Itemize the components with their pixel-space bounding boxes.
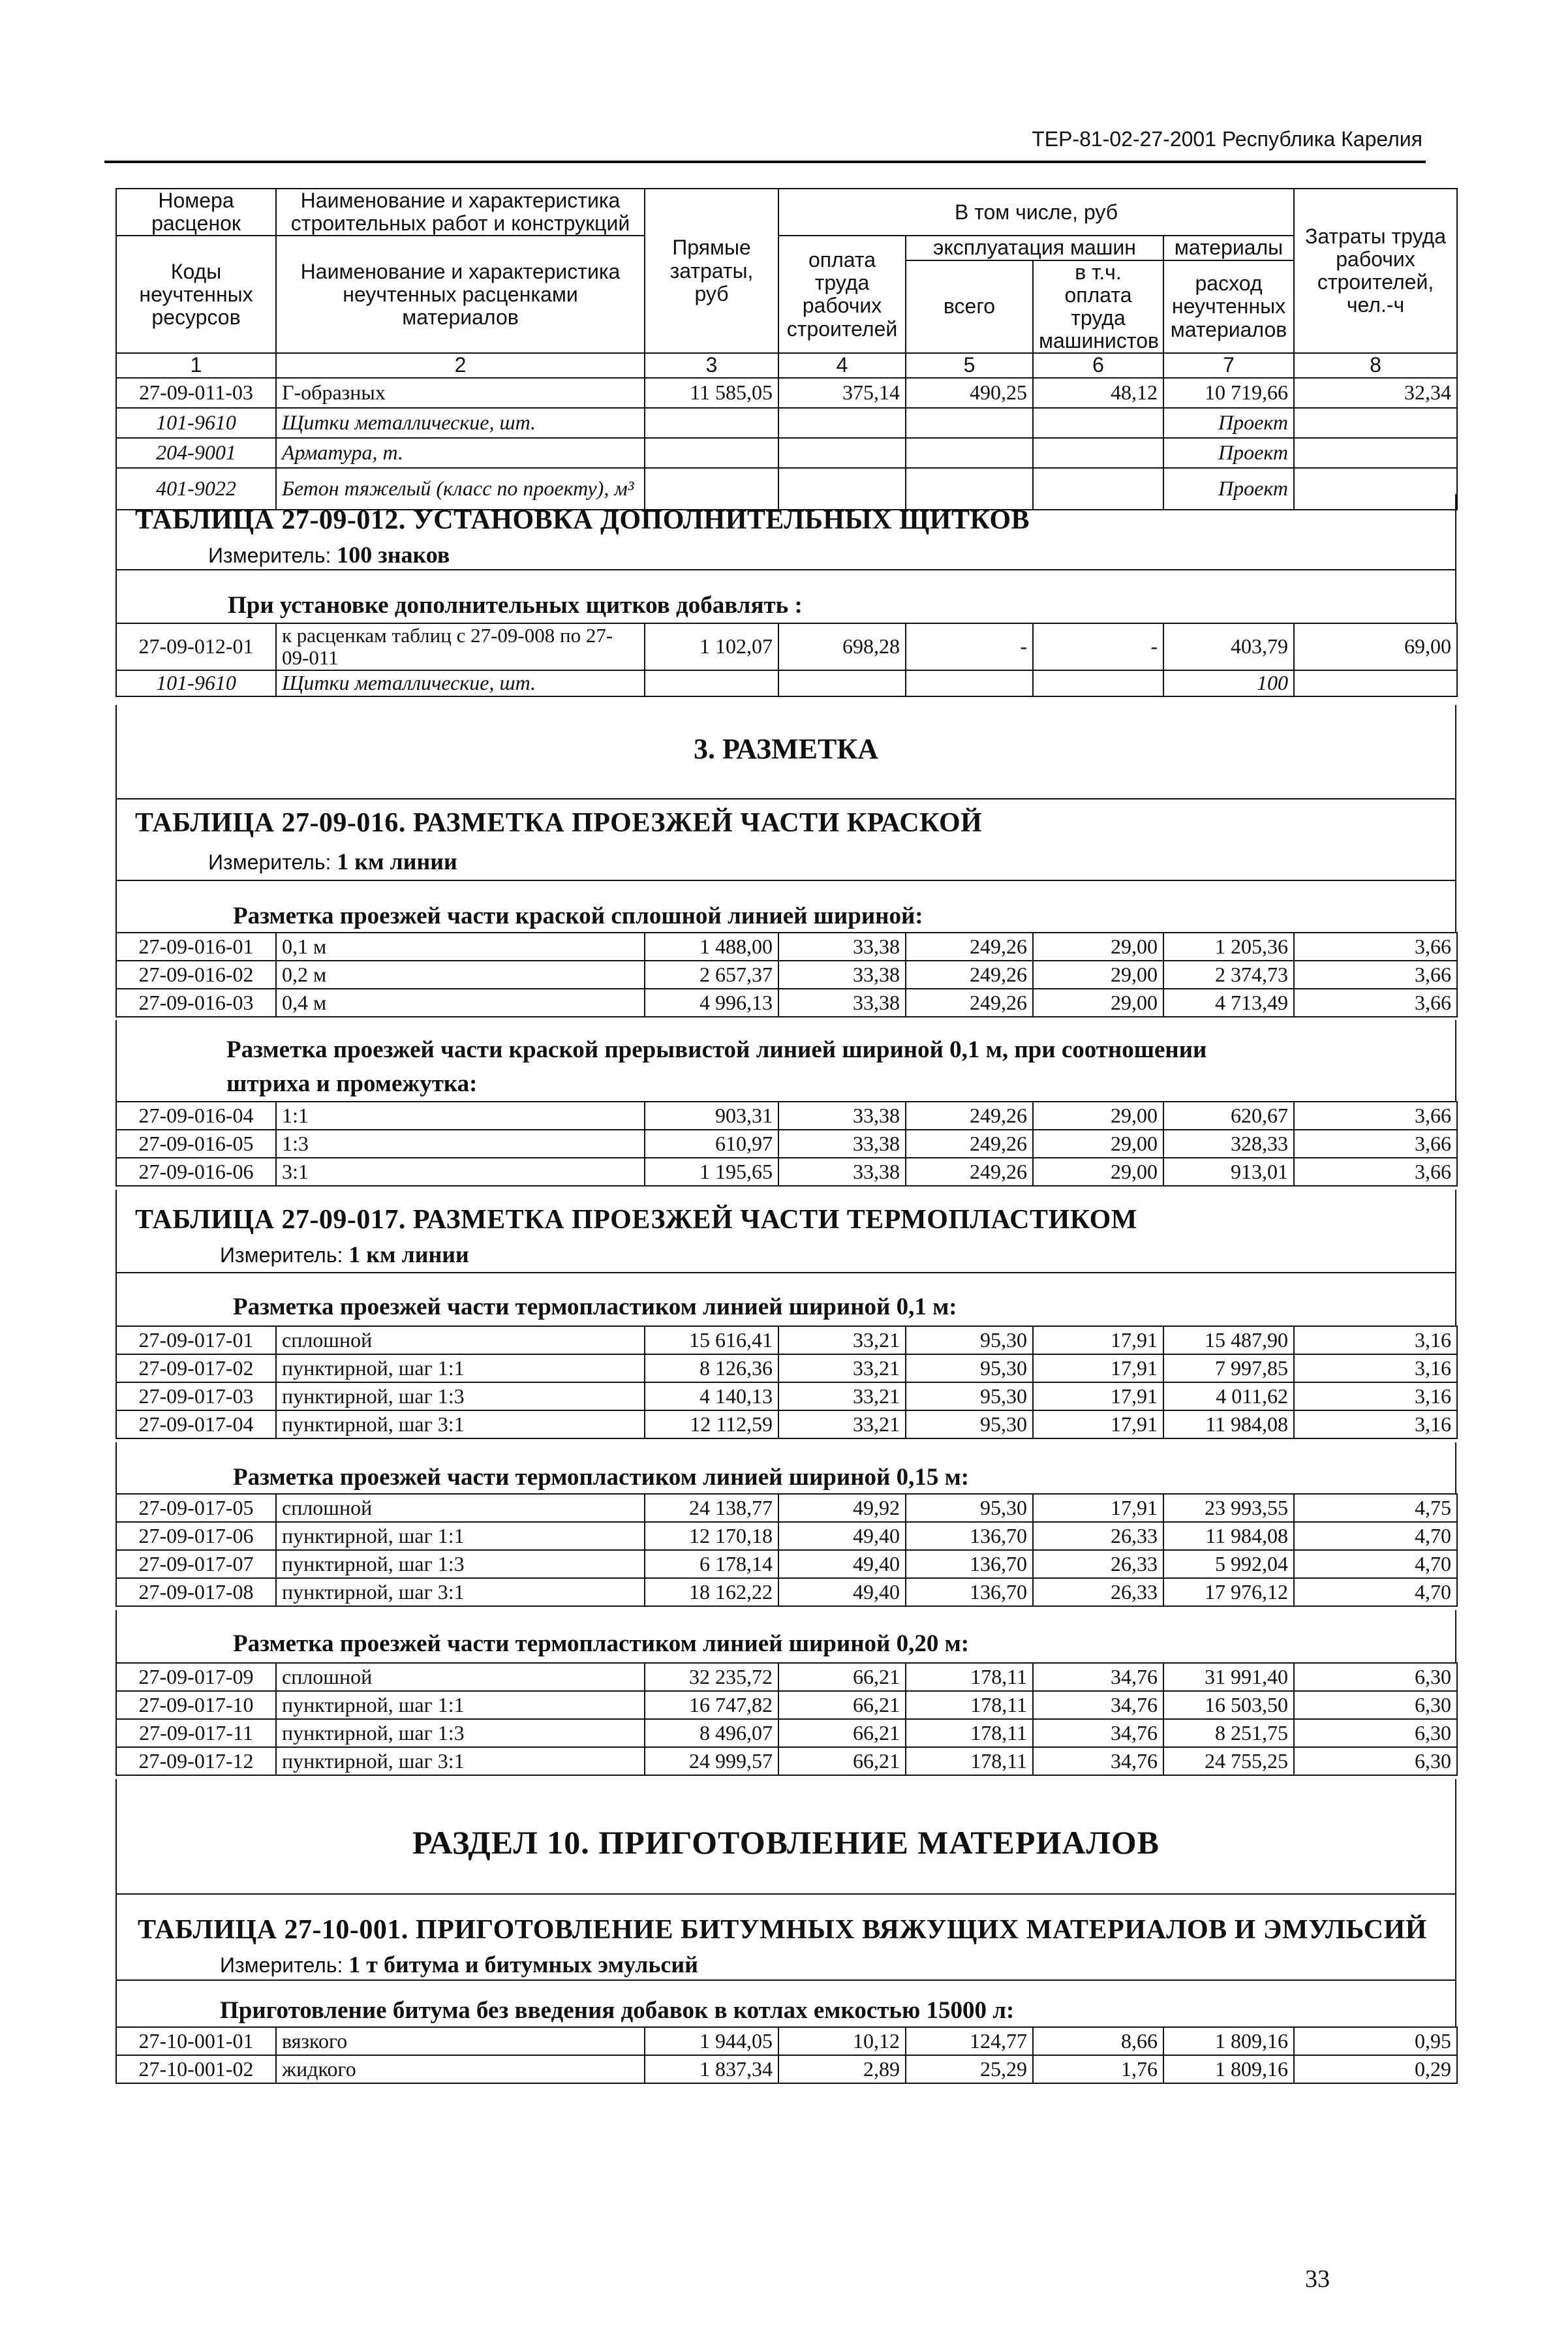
value-cell: 136,70 bbox=[906, 1550, 1033, 1578]
page-number: 33 bbox=[1305, 2265, 1330, 2293]
table-016-dashed bbox=[115, 1101, 1458, 1187]
value-cell: 16 747,82 bbox=[645, 1691, 778, 1719]
value-cell: 66,21 bbox=[778, 1719, 906, 1747]
col-num-6: 6 bbox=[1033, 353, 1163, 377]
resource-row: 101-9610 Щитки металлические, шт. 100 bbox=[116, 670, 1457, 696]
value-cell: 6,30 bbox=[1294, 1747, 1457, 1775]
value-cell: 33,38 bbox=[778, 1102, 906, 1130]
rate-name: пунктирной, шаг 1:1 bbox=[276, 1691, 645, 1719]
rate-code: 27-09-017-01 bbox=[116, 1326, 276, 1354]
rate-name: пунктирной, шаг 1:1 bbox=[276, 1522, 645, 1550]
value-cell: 16 503,50 bbox=[1163, 1691, 1294, 1719]
rate-code: 27-09-017-10 bbox=[116, 1691, 276, 1719]
rate-code: 27-09-016-03 bbox=[116, 989, 276, 1017]
value-cell: 11 984,08 bbox=[1163, 1522, 1294, 1550]
value-cell: 6,30 bbox=[1294, 1719, 1457, 1747]
value-cell: 49,92 bbox=[778, 1494, 906, 1522]
rate-code: 27-09-016-05 bbox=[116, 1130, 276, 1158]
rate-name: 0,1 м bbox=[276, 933, 645, 961]
resource-row: 204-9001 Арматура, т. Проект bbox=[116, 438, 1457, 468]
value-cell: 249,26 bbox=[906, 1102, 1033, 1130]
col-num-3: 3 bbox=[645, 353, 778, 377]
value-cell: 3,16 bbox=[1294, 1382, 1457, 1410]
value-cell: 17,91 bbox=[1033, 1326, 1163, 1354]
table-017-subheading-3: Разметка проезжей части термопластиком линией шириной 0,20 м: bbox=[115, 1610, 1456, 1662]
value-cell: 10,12 bbox=[778, 2027, 906, 2055]
rate-code: 27-09-017-02 bbox=[116, 1354, 276, 1382]
value-cell: 903,31 bbox=[645, 1102, 778, 1130]
value-cell: 33,21 bbox=[778, 1410, 906, 1438]
value-cell: 33,38 bbox=[778, 961, 906, 989]
value-cell: 95,30 bbox=[906, 1354, 1033, 1382]
value-cell: 3,16 bbox=[1294, 1354, 1457, 1382]
table-row bbox=[116, 1158, 1457, 1186]
rate-name: сплошной bbox=[276, 1494, 645, 1522]
value-cell: 95,30 bbox=[906, 1382, 1033, 1410]
value-cell: 29,00 bbox=[1033, 1102, 1163, 1130]
value-cell: 7 997,85 bbox=[1163, 1354, 1294, 1382]
value-cell: 29,00 bbox=[1033, 933, 1163, 961]
rate-code: 27-09-017-04 bbox=[116, 1410, 276, 1438]
value-cell: 29,00 bbox=[1033, 989, 1163, 1017]
value-cell: 17,91 bbox=[1033, 1382, 1163, 1410]
col5-head: всего bbox=[906, 260, 1033, 354]
value-cell: 3,16 bbox=[1294, 1410, 1457, 1438]
rate-name: пунктирной, шаг 1:1 bbox=[276, 1354, 645, 1382]
rate-name: сплошной bbox=[276, 1326, 645, 1354]
table-row bbox=[116, 1102, 1457, 1130]
value-cell: 49,40 bbox=[778, 1522, 906, 1550]
value-cell: 1 488,00 bbox=[645, 933, 778, 961]
value-cell: 33,38 bbox=[778, 989, 906, 1017]
value-cell: 178,11 bbox=[906, 1663, 1033, 1691]
value-cell: 3,16 bbox=[1294, 1326, 1457, 1354]
value-cell: 34,76 bbox=[1033, 1747, 1163, 1775]
value-cell: 29,00 bbox=[1033, 961, 1163, 989]
value-cell: 95,30 bbox=[906, 1494, 1033, 1522]
section-10 bbox=[115, 1779, 1456, 1895]
value-cell: 4,70 bbox=[1294, 1522, 1457, 1550]
value-cell: 29,00 bbox=[1033, 1130, 1163, 1158]
value-cell: 34,76 bbox=[1033, 1663, 1163, 1691]
value-cell: 4,70 bbox=[1294, 1550, 1457, 1578]
value-cell: 5 992,04 bbox=[1163, 1550, 1294, 1578]
value-cell: 249,26 bbox=[906, 933, 1033, 961]
col7-head: расход неучтенных материалов bbox=[1163, 260, 1294, 354]
table-row bbox=[116, 1578, 1457, 1606]
value-cell: 33,38 bbox=[778, 1158, 906, 1186]
table-012 bbox=[115, 623, 1458, 697]
value-cell: 26,33 bbox=[1033, 1578, 1163, 1606]
value-cell: 4 011,62 bbox=[1163, 1382, 1294, 1410]
rate-code: 27-10-001-02 bbox=[116, 2055, 276, 2083]
table-016-heading bbox=[115, 799, 1456, 881]
rate-code: 27-09-017-12 bbox=[116, 1747, 276, 1775]
table-1001-rows bbox=[115, 2026, 1458, 2084]
table-row bbox=[116, 1691, 1457, 1719]
table-1001-heading bbox=[115, 1895, 1456, 1981]
rate-code: 27-10-001-01 bbox=[116, 2027, 276, 2055]
value-cell: 610,97 bbox=[645, 1130, 778, 1158]
value-cell: 913,01 bbox=[1163, 1158, 1294, 1186]
document-header: ТЕР-81-02-27-2001 Республика Карелия bbox=[1032, 127, 1422, 151]
rate-name: пунктирной, шаг 3:1 bbox=[276, 1578, 645, 1606]
value-cell: 12 112,59 bbox=[645, 1410, 778, 1438]
value-cell: 8,66 bbox=[1033, 2027, 1163, 2055]
table-row: 27-09-011-03 Г-образных 11 585,05 375,14 490,25 48,12 10 719,66 32,34 bbox=[116, 378, 1457, 408]
col-num-1: 1 bbox=[116, 353, 276, 377]
value-cell: 95,30 bbox=[906, 1326, 1033, 1354]
column-header-table bbox=[115, 188, 1458, 510]
rate-code: 27-09-016-04 bbox=[116, 1102, 276, 1130]
value-cell: 1 195,65 bbox=[645, 1158, 778, 1186]
rate-name: 0,2 м bbox=[276, 961, 645, 989]
value-cell: 1 837,34 bbox=[645, 2055, 778, 2083]
col-num-4: 4 bbox=[778, 353, 906, 377]
value-cell: 95,30 bbox=[906, 1410, 1033, 1438]
value-cell: 32 235,72 bbox=[645, 1663, 778, 1691]
rate-code: 27-09-017-08 bbox=[116, 1578, 276, 1606]
value-cell: 1 205,36 bbox=[1163, 933, 1294, 961]
value-cell: 6,30 bbox=[1294, 1691, 1457, 1719]
value-cell: 33,38 bbox=[778, 933, 906, 961]
value-cell: 24 138,77 bbox=[645, 1494, 778, 1522]
table-016-solid bbox=[115, 932, 1458, 1017]
value-cell: 15 487,90 bbox=[1163, 1326, 1294, 1354]
rate-name: вязкого bbox=[276, 2027, 645, 2055]
col2-head: Наименование и характеристика строительных работ и конструкций bbox=[276, 189, 645, 236]
value-cell: 1 809,16 bbox=[1163, 2027, 1294, 2055]
value-cell: 29,00 bbox=[1033, 1158, 1163, 1186]
measure-line: Измеритель: 1 т битума и битумных эмульсий bbox=[220, 1951, 698, 1978]
table-017-015 bbox=[115, 1493, 1458, 1607]
table-row bbox=[116, 1747, 1457, 1775]
value-cell: 33,21 bbox=[778, 1354, 906, 1382]
value-cell: 24 755,25 bbox=[1163, 1747, 1294, 1775]
value-cell: 8 126,36 bbox=[645, 1354, 778, 1382]
section-title: РАЗДЕЛ 10. ПРИГОТОВЛЕНИЕ МАТЕРИАЛОВ bbox=[412, 1824, 1160, 1861]
table-row bbox=[116, 1663, 1457, 1691]
value-cell: 1 944,05 bbox=[645, 2027, 778, 2055]
table-row bbox=[116, 1382, 1457, 1410]
table-title: ТАБЛИЦА 27-10-001. ПРИГОТОВЛЕНИЕ БИТУМНЫХ ВЯЖУЩИХ МАТЕРИАЛОВ И ЭМУЛЬСИЙ bbox=[138, 1915, 1427, 1945]
table-017-020 bbox=[115, 1662, 1458, 1776]
value-cell: 49,40 bbox=[778, 1550, 906, 1578]
value-cell: 34,76 bbox=[1033, 1719, 1163, 1747]
value-cell: 2 657,37 bbox=[645, 961, 778, 989]
value-cell: 33,21 bbox=[778, 1326, 906, 1354]
value-cell: 17 976,12 bbox=[1163, 1578, 1294, 1606]
resource-row: 401-9022 Бетон тяжелый (класс по проекту), м³ Проект bbox=[116, 468, 1457, 510]
value-cell: 6 178,14 bbox=[645, 1550, 778, 1578]
value-cell: 1 809,16 bbox=[1163, 2055, 1294, 2083]
header-rule bbox=[104, 161, 1426, 163]
rate-code: 27-09-017-05 bbox=[116, 1494, 276, 1522]
measure-line: Измеритель: 1 км линии bbox=[208, 848, 457, 875]
table-title: ТАБЛИЦА 27-09-016. РАЗМЕТКА ПРОЕЗЖЕЙ ЧАСТИ КРАСКОЙ bbox=[135, 808, 983, 838]
value-cell: 34,76 bbox=[1033, 1691, 1163, 1719]
table-1001-subheading: Приготовление битума без введения добавок в котлах емкостью 15000 л: bbox=[115, 1981, 1456, 2026]
value-cell: 2,89 bbox=[778, 2055, 906, 2083]
value-cell: 33,38 bbox=[778, 1130, 906, 1158]
table-012-subheading: При установке дополнительных щитков добавлять : bbox=[115, 570, 1456, 623]
value-cell: 328,33 bbox=[1163, 1130, 1294, 1158]
table-row bbox=[116, 1410, 1457, 1438]
value-cell: 620,67 bbox=[1163, 1102, 1294, 1130]
value-cell: 178,11 bbox=[906, 1719, 1033, 1747]
value-cell: 33,21 bbox=[778, 1382, 906, 1410]
col-num-8: 8 bbox=[1294, 353, 1457, 377]
rate-code: 27-09-017-06 bbox=[116, 1522, 276, 1550]
rate-name: пунктирной, шаг 3:1 bbox=[276, 1747, 645, 1775]
rate-name: пунктирной, шаг 1:3 bbox=[276, 1719, 645, 1747]
rate-name: пунктирной, шаг 3:1 bbox=[276, 1410, 645, 1438]
value-cell: 4 140,13 bbox=[645, 1382, 778, 1410]
table-row bbox=[116, 1130, 1457, 1158]
table-row bbox=[116, 1326, 1457, 1354]
value-cell: 26,33 bbox=[1033, 1522, 1163, 1550]
rate-code: 27-09-017-11 bbox=[116, 1719, 276, 1747]
value-cell: 3,66 bbox=[1294, 961, 1457, 989]
value-cell: 17,91 bbox=[1033, 1494, 1163, 1522]
value-cell: 4,75 bbox=[1294, 1494, 1457, 1522]
value-cell: 23 993,55 bbox=[1163, 1494, 1294, 1522]
value-cell: 26,33 bbox=[1033, 1550, 1163, 1578]
value-cell: 66,21 bbox=[778, 1663, 906, 1691]
col-num-2: 2 bbox=[276, 353, 645, 377]
value-cell: 8 251,75 bbox=[1163, 1719, 1294, 1747]
value-cell: 17,91 bbox=[1033, 1410, 1163, 1438]
resource-row: 101-9610 Щитки металлические, шт. Проект bbox=[116, 408, 1457, 438]
rate-name: жидкого bbox=[276, 2055, 645, 2083]
rate-name: 0,4 м bbox=[276, 989, 645, 1017]
rate-name: 1:1 bbox=[276, 1102, 645, 1130]
col2b-head: Наименование и характеристика неучтенных расценками материалов bbox=[276, 236, 645, 353]
table-row bbox=[116, 2027, 1457, 2055]
rate-code: 27-09-016-02 bbox=[116, 961, 276, 989]
value-cell: 3,66 bbox=[1294, 1102, 1457, 1130]
table-017-subheading-2: Разметка проезжей части термопластиком линией шириной 0,15 м: bbox=[115, 1442, 1456, 1493]
section-title: 3. РАЗМЕТКА bbox=[693, 733, 879, 765]
table-row: 27-09-012-01 к расценкам таблиц с 27-09-008 по 27-09-011 1 102,07 698,28 - - 403,79 69,00 bbox=[116, 623, 1457, 670]
value-cell: 2 374,73 bbox=[1163, 961, 1294, 989]
value-cell: 25,29 bbox=[906, 2055, 1033, 2083]
table-row bbox=[116, 989, 1457, 1017]
table-row bbox=[116, 1719, 1457, 1747]
table-016-subheading: Разметка проезжей части краской сплошной линией шириной: bbox=[115, 881, 1456, 932]
value-cell: 3,66 bbox=[1294, 1130, 1457, 1158]
table-017-01 bbox=[115, 1326, 1458, 1439]
value-cell: 31 991,40 bbox=[1163, 1663, 1294, 1691]
value-cell: 178,11 bbox=[906, 1747, 1033, 1775]
col4-head: оплата труда рабочих строителей bbox=[778, 236, 906, 353]
col8-head: Затраты труда рабочих строителей, чел.-ч bbox=[1294, 189, 1457, 353]
section-3 bbox=[115, 705, 1456, 799]
value-cell: 0,29 bbox=[1294, 2055, 1457, 2083]
table-row bbox=[116, 933, 1457, 961]
rate-code: 27-09-017-07 bbox=[116, 1550, 276, 1578]
value-cell: 0,95 bbox=[1294, 2027, 1457, 2055]
mat-head: материалы bbox=[1163, 236, 1294, 260]
value-cell: 49,40 bbox=[778, 1578, 906, 1606]
mach-head: эксплуатация машин bbox=[906, 236, 1163, 260]
value-cell: 249,26 bbox=[906, 1158, 1033, 1186]
value-cell: 136,70 bbox=[906, 1522, 1033, 1550]
rate-code: 27-09-016-01 bbox=[116, 933, 276, 961]
value-cell: 6,30 bbox=[1294, 1663, 1457, 1691]
value-cell: 8 496,07 bbox=[645, 1719, 778, 1747]
table-row bbox=[116, 1354, 1457, 1382]
rate-code: 27-09-017-03 bbox=[116, 1382, 276, 1410]
value-cell: 24 999,57 bbox=[645, 1747, 778, 1775]
value-cell: 66,21 bbox=[778, 1691, 906, 1719]
value-cell: 12 170,18 bbox=[645, 1522, 778, 1550]
value-cell: 17,91 bbox=[1033, 1354, 1163, 1382]
value-cell: 1,76 bbox=[1033, 2055, 1163, 2083]
rate-code: 27-09-016-06 bbox=[116, 1158, 276, 1186]
table-row bbox=[116, 1522, 1457, 1550]
col3-head: Прямые затраты, руб bbox=[645, 189, 778, 353]
value-cell: 15 616,41 bbox=[645, 1326, 778, 1354]
col-num-5: 5 bbox=[906, 353, 1033, 377]
table-017-subheading-1: Разметка проезжей части термопластиком линией шириной 0,1 м: bbox=[115, 1273, 1456, 1326]
table-title: ТАБЛИЦА 27-09-017. РАЗМЕТКА ПРОЕЗЖЕЙ ЧАСТИ ТЕРМОПЛАСТИКОМ bbox=[135, 1205, 1137, 1235]
value-cell: 124,77 bbox=[906, 2027, 1033, 2055]
value-cell: 3,66 bbox=[1294, 933, 1457, 961]
value-cell: 4 996,13 bbox=[645, 989, 778, 1017]
value-cell: 4,70 bbox=[1294, 1578, 1457, 1606]
table-row bbox=[116, 1494, 1457, 1522]
value-cell: 178,11 bbox=[906, 1691, 1033, 1719]
value-cell: 66,21 bbox=[778, 1747, 906, 1775]
value-cell: 4 713,49 bbox=[1163, 989, 1294, 1017]
table-016-subheading-2: Разметка проезжей части краской прерывистой линией шириной 0,1 м, при соотношении штриха и промежутка: bbox=[115, 1020, 1456, 1101]
measure-line: Измеритель: 100 знаков bbox=[208, 542, 450, 568]
value-cell: 249,26 bbox=[906, 989, 1033, 1017]
value-cell: 3,66 bbox=[1294, 1158, 1457, 1186]
table-title: ТАБЛИЦА 27-09-012. УСТАНОВКА ДОПОЛНИТЕЛЬНЫХ ЩИТКОВ bbox=[135, 505, 1030, 535]
table-row bbox=[116, 2055, 1457, 2083]
table-row bbox=[116, 1550, 1457, 1578]
table-row bbox=[116, 961, 1457, 989]
incl-head: В том числе, руб bbox=[778, 189, 1294, 236]
rate-name: 1:3 bbox=[276, 1130, 645, 1158]
rate-name: 3:1 bbox=[276, 1158, 645, 1186]
table-012-heading bbox=[115, 494, 1456, 570]
measure-line: Измеритель: 1 км линии bbox=[220, 1241, 469, 1267]
col-num-7: 7 bbox=[1163, 353, 1294, 377]
value-cell: 11 984,08 bbox=[1163, 1410, 1294, 1438]
value-cell: 18 162,22 bbox=[645, 1578, 778, 1606]
value-cell: 3,66 bbox=[1294, 989, 1457, 1017]
table-017-heading bbox=[115, 1190, 1456, 1273]
rate-name: сплошной bbox=[276, 1663, 645, 1691]
value-cell: 249,26 bbox=[906, 1130, 1033, 1158]
col1b-head: Коды неучтенных ресурсов bbox=[116, 236, 276, 353]
rate-code: 27-09-017-09 bbox=[116, 1663, 276, 1691]
value-cell: 249,26 bbox=[906, 961, 1033, 989]
rate-name: пунктирной, шаг 1:3 bbox=[276, 1550, 645, 1578]
col1-head: Номера расценок bbox=[116, 189, 276, 236]
rate-name: пунктирной, шаг 1:3 bbox=[276, 1382, 645, 1410]
col6-head: в т.ч. оплата труда машинистов bbox=[1033, 260, 1163, 354]
value-cell: 136,70 bbox=[906, 1578, 1033, 1606]
